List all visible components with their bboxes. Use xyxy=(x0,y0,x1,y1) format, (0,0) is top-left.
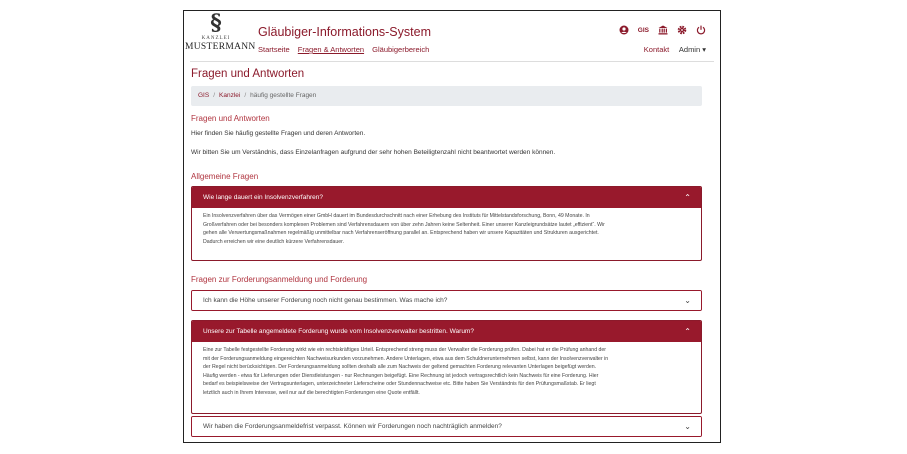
faq-answer-line: Großverfahren oder bei besonders komplexen Problemen sind Verfahrensdauern von über zehn Jahren keine Seltenheit. Einer unserer Kanzleigrundsätze lautet „effizient“. Wir xyxy=(203,221,605,228)
breadcrumb-current: häufig gestellte Fragen xyxy=(250,92,317,99)
faq-item-forderungshoehe[interactable] xyxy=(191,290,702,311)
main-nav xyxy=(258,45,435,54)
faq-item-frist-verpasst[interactable] xyxy=(191,416,702,437)
app-title[interactable]: Gläubiger-Informations-System xyxy=(258,25,431,39)
faq-item-forderung-bestritten xyxy=(191,320,702,414)
faq-answer xyxy=(192,342,701,398)
page-title: Fragen und Antworten xyxy=(191,68,305,80)
chevron-down-icon: ⌄ xyxy=(684,296,691,305)
paragraph-logo-mark: § xyxy=(210,10,222,36)
section-allgemeine-fragen: Allgemeine Fragen xyxy=(191,172,259,181)
nav-startseite[interactable]: Startseite xyxy=(258,45,290,54)
gis-link[interactable]: GIS xyxy=(637,26,649,34)
faq-item-verfahrensdauer xyxy=(191,186,702,261)
faq-answer-line: mit der Forderungsanmeldung eingereichten Nachweisurkunden vorzunehmen. Andere Unterlagen, etwa aus dem Schuldnerunternehmen selbst, kann der Insolvenzverwalter in xyxy=(203,355,609,362)
logo-name-text: MUSTERMANN xyxy=(185,42,256,52)
faq-answer-line: letztlich auch in Ihrem Interesse, weil nur auf die berechtigten Forderungen eine Quote entfällt. xyxy=(203,389,420,396)
logo-kanzlei-text: KANZLEI xyxy=(201,36,231,41)
kanzlei-logo[interactable] xyxy=(185,10,256,59)
faq-answer-line: bedarf es beispielsweise der Vertragsunterlagen, unterzeichneter Lieferscheine oder Stundennachweise etc. Bitte haben Sie Verständnis für den Prüfungsmaßstab. Er liegt xyxy=(203,381,596,388)
right-nav xyxy=(644,45,706,54)
nav-glaeubigerbereich[interactable]: Gläubigerbereich xyxy=(372,45,430,54)
faq-question-header[interactable] xyxy=(192,321,701,342)
kontakt-link[interactable]: Kontakt xyxy=(643,45,670,54)
breadcrumb-gis[interactable]: GIS xyxy=(198,92,210,99)
german-flag-icon[interactable] xyxy=(600,27,610,34)
section-forderungsanmeldung: Fragen zur Forderungsanmeldung und Forderung xyxy=(191,275,368,284)
breadcrumb: GIS / Kanzlei / häufig gestellte Fragen xyxy=(191,86,702,106)
faq-answer xyxy=(192,208,701,246)
faq-question-text: Unsere zur Tabelle angemeldete Forderung wurde vom Insolvenzverwalter bestritten. Warum? xyxy=(203,328,474,335)
nav-fragen-antworten[interactable]: Fragen & Antworten xyxy=(297,45,365,54)
faq-answer-line: gehen alle Verwertungsmaßnahmen regelmäßig unmittelbar nach Verfahrenseröffnung parallel an. Entsprechend haben wir unsere Kapazitäten und Strukturen ausgerichtet. xyxy=(203,230,599,237)
chevron-up-icon: ⌃ xyxy=(684,193,691,202)
faq-question-header[interactable] xyxy=(192,417,701,436)
browser-frame xyxy=(183,10,721,443)
intro-line-1: Hier finden Sie häufig gestellte Fragen und deren Antworten. xyxy=(191,130,366,137)
chevron-down-icon: ⌄ xyxy=(684,422,691,431)
faq-question-header[interactable] xyxy=(192,187,701,208)
user-circle-icon[interactable] xyxy=(619,25,629,35)
faq-answer-line: Ein Insolvenzverfahren über das Vermögen einer GmbH dauert im Bundesdurchschnitt nach einer Erhebung des Instituts für Mittelstandsforschung, Bonn, 49 Monate. In xyxy=(203,213,590,219)
faq-question-text: Ich kann die Höhe unserer Forderung noch nicht genau bestimmen. Was mache ich? xyxy=(203,297,448,304)
admin-dropdown[interactable]: Admin ▾ xyxy=(678,45,706,54)
gear-icon[interactable] xyxy=(677,25,687,35)
header-icons xyxy=(600,25,706,35)
faq-question-text: Wir haben die Forderungsanmeldefrist verpasst. Können wir Forderungen noch nachträglich anmelden? xyxy=(203,423,502,430)
faq-question-text: Wie lange dauert ein Insolvenzverfahren? xyxy=(203,194,323,201)
faq-answer-line: Häufig werden - etwa für Lieferungen oder Dienstleistungen - nur Rechnungen beigefügt. Eine Rechnung ist jedoch vertragsrechtlich kein Nachweis für eine Forderung. Hier xyxy=(203,372,599,379)
intro-heading: Fragen und Antworten xyxy=(191,114,270,123)
faq-answer-line: Eine zur Tabelle festgestellte Forderung wirkt wie ein rechtskräftiges Urteil. Entsprechend streng muss der Verwalter die Forderung prüfen. Dabei hat er die Prüfung anhand der xyxy=(203,347,607,353)
breadcrumb-kanzlei[interactable]: Kanzlei xyxy=(219,92,241,99)
faq-answer-line: der Regel nicht berücksichtigen. Der Forderungsanmeldung sollten deshalb alle zum Nachweis der geltend gemachten Forderung relevanten Unterlagen beigefügt werden. xyxy=(203,364,597,371)
chevron-up-icon: ⌃ xyxy=(684,327,691,336)
bank-icon[interactable] xyxy=(658,25,668,35)
header-divider xyxy=(190,61,714,62)
power-icon[interactable] xyxy=(696,25,706,35)
intro-line-2: Wir bitten Sie um Verständnis, dass Einzelanfragen aufgrund der sehr hohen Beteiligtenzahl nicht beantwortet werden können. xyxy=(191,149,556,156)
faq-answer-line: Dadurch erreichen wir eine deutlich kürzere Verfahrensdauer. xyxy=(203,238,345,245)
faq-question-header[interactable] xyxy=(192,291,701,310)
